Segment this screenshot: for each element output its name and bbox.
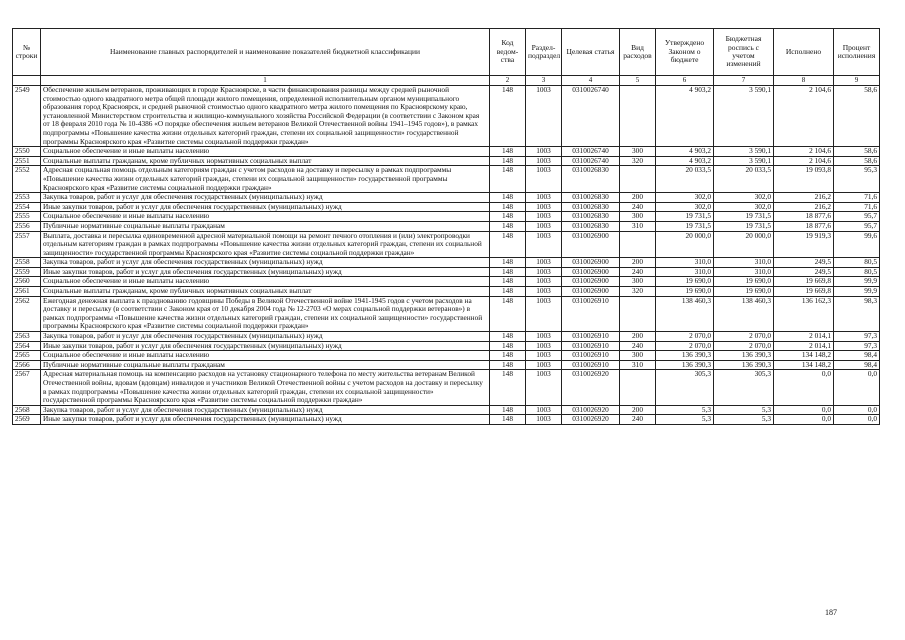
executed-amount-cell: 136 162,3 [774, 296, 834, 331]
row-name-cell: Социальные выплаты гражданам, кроме публичных нормативных социальных выплат [41, 287, 490, 297]
approved-amount-cell: 19 690,0 [656, 277, 714, 287]
approved-amount-cell: 19 731,5 [656, 221, 714, 231]
budget-amount-cell: 19 690,0 [714, 277, 774, 287]
approved-amount-cell: 19 690,0 [656, 287, 714, 297]
target-article-cell: 0310026920 [562, 370, 620, 405]
percent-cell: 0,0 [834, 415, 880, 425]
section-cell: 1003 [526, 332, 562, 342]
target-article-cell: 0310026910 [562, 360, 620, 370]
section-cell: 1003 [526, 147, 562, 157]
budget-amount-cell: 2 070,0 [714, 332, 774, 342]
row-name-cell: Обеспечение жильем ветеранов, проживающих в городе Красноярске, в части финансирования разницы между средней рыночной стоимостью одного квадратного метра общей площади жилого помещения, определенной исполнительным органом муниципального образования город Красноярск, и средней рыночной стоимостью одного квадратного метра жилого помещения по Красноярскому краю, установленной Министерством строительства и жилищно-коммунального хозяйства Российской Федерации (в соответствии с Законом края от 18 февраля 2010 года № 10-4386 «О порядке обеспечения жильем ветеранов Великой Отечественной войны 1941–1945 годов»), в рамках подпрограммы «Повышение качества жизни отдельных категорий граждан, степени их социальной защищенности» государственной программы Красноярского края «Развитие системы социальной поддержки граждан» [41, 86, 490, 147]
row-number-cell: 2553 [13, 193, 41, 203]
expense-type-cell: 240 [620, 415, 656, 425]
approved-amount-cell: 2 070,0 [656, 332, 714, 342]
expense-type-cell: 200 [620, 258, 656, 268]
header-target: Целевая статья [562, 29, 620, 76]
target-article-cell: 0310026830 [562, 212, 620, 222]
column-index: 8 [774, 76, 834, 86]
percent-cell: 97,3 [834, 332, 880, 342]
header-name: Наименование главных распорядителей и наименование показателей бюджетной классификации [41, 29, 490, 76]
column-index: 2 [490, 76, 526, 86]
executed-amount-cell: 2 104,6 [774, 156, 834, 166]
percent-cell: 95,7 [834, 212, 880, 222]
dept-code-cell: 148 [490, 86, 526, 147]
target-article-cell: 0310026830 [562, 193, 620, 203]
row-number-cell: 2552 [13, 166, 41, 193]
row-number-cell: 2554 [13, 202, 41, 212]
section-cell: 1003 [526, 86, 562, 147]
column-index: 4 [562, 76, 620, 86]
percent-cell: 99,9 [834, 287, 880, 297]
header-row-no: № строки [13, 29, 41, 76]
executed-amount-cell: 18 877,6 [774, 221, 834, 231]
dept-code-cell: 148 [490, 193, 526, 203]
target-article-cell: 0310026830 [562, 166, 620, 193]
dept-code-cell: 148 [490, 405, 526, 415]
percent-cell: 99,6 [834, 231, 880, 258]
section-cell: 1003 [526, 156, 562, 166]
target-article-cell: 0310026740 [562, 147, 620, 157]
expense-type-cell: 200 [620, 193, 656, 203]
row-number-cell: 2555 [13, 212, 41, 222]
approved-amount-cell: 5,3 [656, 415, 714, 425]
expense-type-cell: 300 [620, 277, 656, 287]
budget-amount-cell: 3 590,1 [714, 156, 774, 166]
percent-cell: 95,7 [834, 221, 880, 231]
row-number-cell: 2567 [13, 370, 41, 405]
dept-code-cell: 148 [490, 341, 526, 351]
approved-amount-cell: 19 731,5 [656, 212, 714, 222]
executed-amount-cell: 2 014,1 [774, 332, 834, 342]
table-row [13, 193, 880, 203]
budget-amount-cell: 5,3 [714, 415, 774, 425]
row-name-cell: Социальное обеспечение и иные выплаты населению [41, 212, 490, 222]
executed-amount-cell: 134 148,2 [774, 360, 834, 370]
dept-code-cell: 148 [490, 267, 526, 277]
target-article-cell: 0310026910 [562, 332, 620, 342]
budget-amount-cell: 20 033,5 [714, 166, 774, 193]
expense-type-cell: 300 [620, 147, 656, 157]
budget-amount-cell: 19 731,5 [714, 212, 774, 222]
target-article-cell: 0310026830 [562, 202, 620, 212]
header-pct: Процент исполнения [834, 29, 880, 76]
section-cell: 1003 [526, 296, 562, 331]
row-name-cell: Иные закупки товаров, работ и услуг для обеспечения государственных (муниципальных) нужд [41, 267, 490, 277]
dept-code-cell: 148 [490, 231, 526, 258]
expense-type-cell: 240 [620, 341, 656, 351]
section-cell: 1003 [526, 351, 562, 361]
budget-amount-cell: 305,3 [714, 370, 774, 405]
executed-amount-cell: 19 919,3 [774, 231, 834, 258]
table-row [13, 212, 880, 222]
row-name-cell: Социальное обеспечение и иные выплаты населению [41, 277, 490, 287]
budget-amount-cell: 136 390,3 [714, 351, 774, 361]
header-budget: Бюджетная роспись с учетом изменений [714, 29, 774, 76]
row-number-cell: 2566 [13, 360, 41, 370]
row-name-cell: Адресная материальная помощь на компенсацию расходов на установку стационарного телефона по месту жительства ветеранам Великой Отечественной войны, вдовам (вдовцам) инвалидов и участников Великой Отечественной войны с учетом расходов на доставку и пересылку в рамках подпрограммы «Повышение качества жизни отдельных категорий граждан, степени их социальной защищенности» государственной программы Красноярского края «Развитие системы социальной поддержки граждан» [41, 370, 490, 405]
dept-code-cell: 148 [490, 370, 526, 405]
percent-cell: 80,5 [834, 267, 880, 277]
dept-code-cell: 148 [490, 287, 526, 297]
executed-amount-cell: 249,5 [774, 258, 834, 268]
column-index: 7 [714, 76, 774, 86]
expense-type-cell: 200 [620, 405, 656, 415]
approved-amount-cell: 20 000,0 [656, 231, 714, 258]
target-article-cell: 0310026740 [562, 156, 620, 166]
row-name-cell: Иные закупки товаров, работ и услуг для обеспечения государственных (муниципальных) нужд [41, 341, 490, 351]
dept-code-cell: 148 [490, 360, 526, 370]
percent-cell: 95,3 [834, 166, 880, 193]
table-row [13, 147, 880, 157]
expense-type-cell: 300 [620, 212, 656, 222]
column-index: 6 [656, 76, 714, 86]
approved-amount-cell: 305,3 [656, 370, 714, 405]
executed-amount-cell: 2 014,1 [774, 341, 834, 351]
table-row [13, 296, 880, 331]
budget-amount-cell: 3 590,1 [714, 147, 774, 157]
executed-amount-cell: 0,0 [774, 415, 834, 425]
expense-type-cell [620, 166, 656, 193]
column-index: 3 [526, 76, 562, 86]
expense-type-cell [620, 370, 656, 405]
column-index: 5 [620, 76, 656, 86]
row-number-cell: 2559 [13, 267, 41, 277]
executed-amount-cell: 0,0 [774, 370, 834, 405]
target-article-cell: 0310026900 [562, 231, 620, 258]
table-row [13, 415, 880, 425]
executed-amount-cell: 0,0 [774, 405, 834, 415]
percent-cell: 58,6 [834, 147, 880, 157]
budget-amount-cell: 302,0 [714, 193, 774, 203]
table-row [13, 86, 880, 147]
section-cell: 1003 [526, 341, 562, 351]
row-number-cell: 2558 [13, 258, 41, 268]
target-article-cell: 0310026910 [562, 341, 620, 351]
dept-code-cell: 148 [490, 202, 526, 212]
section-cell: 1003 [526, 231, 562, 258]
section-cell: 1003 [526, 221, 562, 231]
section-cell: 1003 [526, 277, 562, 287]
expense-type-cell: 240 [620, 267, 656, 277]
row-number-cell: 2551 [13, 156, 41, 166]
approved-amount-cell: 2 070,0 [656, 341, 714, 351]
row-number-cell: 2560 [13, 277, 41, 287]
budget-amount-cell: 19 690,0 [714, 287, 774, 297]
budget-amount-cell: 20 000,0 [714, 231, 774, 258]
header-exec: Исполнено [774, 29, 834, 76]
dept-code-cell: 148 [490, 212, 526, 222]
budget-amount-cell: 138 460,3 [714, 296, 774, 331]
percent-cell: 58,6 [834, 86, 880, 147]
dept-code-cell: 148 [490, 166, 526, 193]
percent-cell: 71,6 [834, 202, 880, 212]
executed-amount-cell: 249,5 [774, 267, 834, 277]
row-name-cell: Адресная социальная помощь отдельным категориям граждан с учетом расходов на доставку и пересылку в рамках подпрограммы «Повышение качества жизни отдельных категорий граждан, степени их социальной защищенности» государственной программы Красноярского края «Развитие системы социальной поддержки граждан» [41, 166, 490, 193]
row-name-cell: Социальное обеспечение и иные выплаты населению [41, 147, 490, 157]
table-row [13, 166, 880, 193]
row-name-cell: Иные закупки товаров, работ и услуг для обеспечения государственных (муниципальных) нужд [41, 415, 490, 425]
budget-amount-cell: 19 731,5 [714, 221, 774, 231]
executed-amount-cell: 134 148,2 [774, 351, 834, 361]
expense-type-cell [620, 86, 656, 147]
row-number-cell: 2561 [13, 287, 41, 297]
percent-cell: 71,6 [834, 193, 880, 203]
table-row [13, 231, 880, 258]
executed-amount-cell: 216,2 [774, 193, 834, 203]
expense-type-cell: 310 [620, 221, 656, 231]
percent-cell: 80,5 [834, 258, 880, 268]
header-approved: Утверждено Законом о бюджете [656, 29, 714, 76]
budget-amount-cell: 310,0 [714, 267, 774, 277]
dept-code-cell: 148 [490, 258, 526, 268]
target-article-cell: 0310026900 [562, 277, 620, 287]
row-name-cell: Ежегодная денежная выплата к празднованию годовщины Победы в Великой Отечественной войне 1941-1945 годов с учетом расходов на доставку и пересылку (в соответствии с Законом края от 10 декабря 2004 года № 12-2703 «О мерах социальной поддержки ветеранов») в рамках подпрограммы «Повышение качества жизни отдельных категорий граждан, степени их социальной защищенности» государственной программы Красноярского края «Развитие системы социальной поддержки граждан» [41, 296, 490, 331]
section-cell: 1003 [526, 212, 562, 222]
row-number-cell: 2568 [13, 405, 41, 415]
row-number-cell: 2564 [13, 341, 41, 351]
column-index-row [13, 76, 880, 86]
target-article-cell: 0310026900 [562, 267, 620, 277]
row-name-cell: Закупка товаров, работ и услуг для обеспечения государственных (муниципальных) нужд [41, 258, 490, 268]
dept-code-cell: 148 [490, 156, 526, 166]
row-number-cell: 2563 [13, 332, 41, 342]
header-row [13, 29, 880, 76]
approved-amount-cell: 20 033,5 [656, 166, 714, 193]
row-number-cell: 2550 [13, 147, 41, 157]
dept-code-cell: 148 [490, 332, 526, 342]
row-name-cell: Закупка товаров, работ и услуг для обеспечения государственных (муниципальных) нужд [41, 193, 490, 203]
approved-amount-cell: 138 460,3 [656, 296, 714, 331]
target-article-cell: 0310026900 [562, 287, 620, 297]
row-name-cell: Закупка товаров, работ и услуг для обеспечения государственных (муниципальных) нужд [41, 405, 490, 415]
section-cell: 1003 [526, 370, 562, 405]
target-article-cell: 0310026920 [562, 405, 620, 415]
executed-amount-cell: 19 669,8 [774, 277, 834, 287]
budget-amount-cell: 5,3 [714, 405, 774, 415]
row-number-cell: 2565 [13, 351, 41, 361]
approved-amount-cell: 310,0 [656, 267, 714, 277]
executed-amount-cell: 19 669,8 [774, 287, 834, 297]
table-row [13, 332, 880, 342]
section-cell: 1003 [526, 193, 562, 203]
expense-type-cell: 320 [620, 156, 656, 166]
approved-amount-cell: 4 903,2 [656, 86, 714, 147]
target-article-cell: 0310026830 [562, 221, 620, 231]
budget-amount-cell: 136 390,3 [714, 360, 774, 370]
dept-code-cell: 148 [490, 296, 526, 331]
row-number-cell: 2562 [13, 296, 41, 331]
percent-cell: 98,4 [834, 360, 880, 370]
table-row [13, 351, 880, 361]
expense-type-cell: 300 [620, 351, 656, 361]
row-name-cell: Публичные нормативные социальные выплаты гражданам [41, 221, 490, 231]
row-name-cell: Выплата, доставка и пересылка единовременной адресной материальной помощи на ремонт печного отопления и (или) электропроводки отдельным категориям граждан в рамках подпрограммы «Повышение качества жизни отдельных категорий граждан, степени их социальной защищенности» государственной программы Красноярского края «Развитие системы социальной поддержки граждан» [41, 231, 490, 258]
dept-code-cell: 148 [490, 147, 526, 157]
dept-code-cell: 148 [490, 351, 526, 361]
approved-amount-cell: 4 903,2 [656, 156, 714, 166]
percent-cell: 99,9 [834, 277, 880, 287]
expense-type-cell: 240 [620, 202, 656, 212]
section-cell: 1003 [526, 415, 562, 425]
row-number-cell: 2556 [13, 221, 41, 231]
section-cell: 1003 [526, 360, 562, 370]
table-body [13, 86, 880, 425]
row-name-cell: Иные закупки товаров, работ и услуг для обеспечения государственных (муниципальных) нужд [41, 202, 490, 212]
executed-amount-cell: 2 104,6 [774, 147, 834, 157]
table-row [13, 287, 880, 297]
target-article-cell: 0310026740 [562, 86, 620, 147]
table-row [13, 221, 880, 231]
section-cell: 1003 [526, 166, 562, 193]
expense-type-cell: 320 [620, 287, 656, 297]
section-cell: 1003 [526, 258, 562, 268]
column-index: 1 [41, 76, 490, 86]
target-article-cell: 0310026900 [562, 258, 620, 268]
row-name-cell: Публичные нормативные социальные выплаты гражданам [41, 360, 490, 370]
budget-table [12, 28, 880, 425]
budget-amount-cell: 302,0 [714, 202, 774, 212]
target-article-cell: 0310026910 [562, 296, 620, 331]
row-name-cell: Социальные выплаты гражданам, кроме публичных нормативных социальных выплат [41, 156, 490, 166]
row-name-cell: Закупка товаров, работ и услуг для обеспечения государственных (муниципальных) нужд [41, 332, 490, 342]
percent-cell: 58,6 [834, 156, 880, 166]
row-number-cell: 2549 [13, 86, 41, 147]
approved-amount-cell: 136 390,3 [656, 360, 714, 370]
budget-amount-cell: 3 590,1 [714, 86, 774, 147]
section-cell: 1003 [526, 202, 562, 212]
approved-amount-cell: 5,3 [656, 405, 714, 415]
header-code: Код ведом-ства [490, 29, 526, 76]
approved-amount-cell: 4 903,2 [656, 147, 714, 157]
row-number-cell: 2569 [13, 415, 41, 425]
dept-code-cell: 148 [490, 415, 526, 425]
approved-amount-cell: 302,0 [656, 202, 714, 212]
dept-code-cell: 148 [490, 221, 526, 231]
table-row [13, 258, 880, 268]
percent-cell: 97,3 [834, 341, 880, 351]
target-article-cell: 0310026910 [562, 351, 620, 361]
executed-amount-cell: 19 093,8 [774, 166, 834, 193]
row-number-cell: 2557 [13, 231, 41, 258]
percent-cell: 98,3 [834, 296, 880, 331]
percent-cell: 0,0 [834, 405, 880, 415]
header-type: Вид расходов [620, 29, 656, 76]
budget-sheet [12, 28, 879, 425]
section-cell: 1003 [526, 405, 562, 415]
column-index: 9 [834, 76, 880, 86]
approved-amount-cell: 136 390,3 [656, 351, 714, 361]
executed-amount-cell: 2 104,6 [774, 86, 834, 147]
expense-type-cell: 310 [620, 360, 656, 370]
header-section: Раздел-подраздел [526, 29, 562, 76]
budget-amount-cell: 2 070,0 [714, 341, 774, 351]
executed-amount-cell: 18 877,6 [774, 212, 834, 222]
section-cell: 1003 [526, 267, 562, 277]
percent-cell: 98,4 [834, 351, 880, 361]
budget-amount-cell: 310,0 [714, 258, 774, 268]
page-number: 187 [825, 608, 837, 617]
expense-type-cell: 200 [620, 332, 656, 342]
target-article-cell: 0310026920 [562, 415, 620, 425]
percent-cell: 0,0 [834, 370, 880, 405]
column-index [13, 76, 41, 86]
executed-amount-cell: 216,2 [774, 202, 834, 212]
dept-code-cell: 148 [490, 277, 526, 287]
table-row [13, 370, 880, 405]
expense-type-cell [620, 231, 656, 258]
row-name-cell: Социальное обеспечение и иные выплаты населению [41, 351, 490, 361]
approved-amount-cell: 310,0 [656, 258, 714, 268]
approved-amount-cell: 302,0 [656, 193, 714, 203]
section-cell: 1003 [526, 287, 562, 297]
expense-type-cell [620, 296, 656, 331]
